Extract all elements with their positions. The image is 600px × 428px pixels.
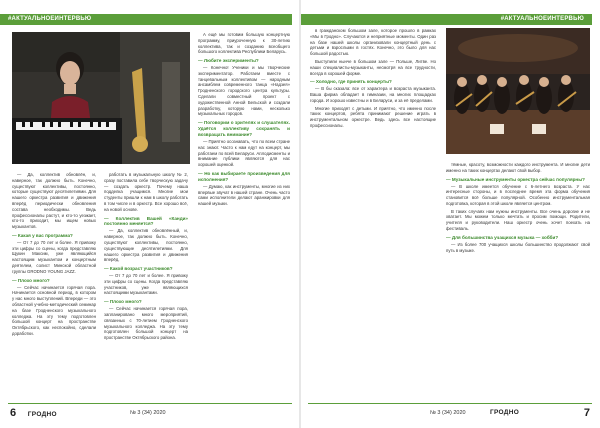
article-paragraph: А ещё мы готовим большую концертную программу, приуроченную к 30-летию коллектива, так и созданию всеобщего большого коллектива Республики Беларусь. <box>198 32 290 55</box>
article-paragraph: тёмные, красоту, возможности каждого инструмента. И многие дети именно на таких концертах делают свой выбор. <box>446 162 590 173</box>
article-paragraph: работать в музыкальную школу № 2, сразу поставила себе творческую задачу — создать оркестр. Почему наша подделка учащимся. Многие мои студенты пришли к нам в школу работать в том числе и в оркестр. Все хорошо всё, на новой основе. <box>104 172 188 212</box>
footer-right <box>310 406 590 420</box>
article-paragraph: — Да, коллектив обновлённый, и, наверное, так должно быть. Конечно, существуют коллективы, постоянно, существующие десятилетиями. Для нашего оркестра развития и движения вперёд. <box>104 228 188 263</box>
interview-question: — Плохо много? <box>12 277 50 283</box>
article-paragraph: — В бы сказала: все от характера и возраста музыканта. Ваша фирма обладает в гимназии, на многих площадках города. И хорошо известны и в Беларуси, и за её пределами. <box>310 86 436 103</box>
article-paragraph: В таких случаях нам нужны инструменты. Все очень дорогие и не хватает. Мы можем только мечтать и просим помощи. Родители, учителя и руководители. Наш оркестр очень хочет поехать на фестиваль. <box>446 208 590 232</box>
footer-rule <box>8 403 292 404</box>
photo-orchestra-concert <box>446 28 590 154</box>
section-header: #АКТУАЛЬНОЕИНТЕРВЬЮ <box>300 14 592 25</box>
photo-musician-piano <box>12 32 190 164</box>
footer-rule <box>308 403 592 404</box>
page-number: 6 <box>10 407 17 419</box>
section-header: #АКТУАЛЬНОЕИНТЕРВЬЮ <box>0 14 292 25</box>
article-column-2 <box>104 172 188 394</box>
article-paragraph: — Думаю, как инструменты, многие из них впервые звучат в нашей стране. Очень часто сами исполнители делают аранжировки для нашей музыки. <box>198 183 290 207</box>
photo-illustration <box>446 28 590 154</box>
article-paragraph: — Сейчас начинается горячая пора, запланировано много мероприятий, связанных с 70-летием Гродненского музыкального колледжа. На эту тему подготовлен большой концерт на пространстве Октябрьского района. <box>104 306 188 341</box>
article-column-5 <box>446 162 590 394</box>
footer-left <box>10 406 290 420</box>
article-paragraph: — Из более 700 учащихся школы большинство продолжают свой путь в музыке. <box>446 241 590 253</box>
article-paragraph: — От 7 до 70 лет и более. Я привожу эти цифры со сцены, когда представляю Щукин Максим, уже являющийся настоящим музыкантом и концертным деятелем, солист Минской областной группы GRODNO YOUNG JAZZ. <box>12 239 96 274</box>
interview-question: — Какой возраст участников? <box>104 266 173 272</box>
magazine-brand: ГРОДНО <box>490 409 520 416</box>
right-page <box>300 0 600 428</box>
interview-question: — Холодно, где принять концерты? <box>310 79 392 85</box>
interview-question: — Для большинства учащихся музыка — хобби? <box>446 234 559 240</box>
article-paragraph: Многие приходят с детьми. И приятно, что именно после таких концертов, ребята принимают решение играть в инструментальном оркестре. Ведь здесь все настоящие профессионалы. <box>310 105 436 129</box>
article-column-4 <box>310 28 436 394</box>
interview-question: — Поговорим о зрителях и слушателях. Удаётся коллективу сохранять и возвращать внимание? <box>198 120 290 138</box>
article-paragraph: — Да, коллектив обновлён, и, наверное, так должно быть. Конечно, существуют коллективы, постоянно, которые существуют десятилетиями. Для нашего оркестра развития и движения вперёд периодически обновления состава необходимы. Ведь профессионалы растут, и кто-то уезжает, кто-то приходит, мы ищем новых музыкантов. <box>12 172 96 230</box>
issue-number: № 3 (34) 2020 <box>130 410 166 416</box>
interview-question: — Любите эксперименты? <box>198 58 259 64</box>
page-spine <box>299 0 301 428</box>
interview-question: — Плохо много? <box>104 299 142 305</box>
interview-question: — Музыкальные инструменты оркестра сейчас популярны? <box>446 176 585 182</box>
article-column-3 <box>198 32 290 394</box>
article-paragraph: — В школе имеется обучение с 6-летнего возраста. У нас интересные стороны, и в последнее время эта форма обучения становится всё больше популярной. Особенно инструментальная подготовка, которая в этой школе является центром. <box>446 183 590 206</box>
article-paragraph: — Сейчас начинается горячая пора. Начинается основной период, в котором у нас много выступлений. Впереди — это областной учебно-методический семинар на базе Гродненского музыкального колледжа. На эту тему подготовлен большой концерт на пространстве Октябрьского, как неспокойно, сделали доработки. <box>12 284 96 336</box>
article-column-1 <box>12 172 96 394</box>
article-paragraph: Выступили нынче в большом зале — Польше, Литве. Но наши специалисты-музыканты, несмотря на все трудности, всегда в хорошей форме. <box>310 58 436 76</box>
interview-question: — Но как выбираете произведения для исполнения? <box>198 170 290 182</box>
interview-question: — Коллектив Вашей «Канди» постоянно меняется? <box>104 215 188 227</box>
article-paragraph: в гражданском большом зале, которое прошло в рамках «Мы в Гродно». Случаются и неприятные моменты. Один раз на базе нашей школы организовали концертный день с детьми и взрослыми в гостях. Конечно, это было для нас большой радостью. <box>310 28 436 57</box>
article-paragraph: — От 7 до 70 лет и более. Я привожу эти цифры со сцены. Когда представляю участников, уже являющихся настоящими музыкантами. <box>104 273 188 296</box>
photo-illustration <box>12 32 190 164</box>
article-paragraph: — Приятно осознавать, что по всем стране нас знают. Часто к нам едут на концерт, мы работаем по всей Беларуси. Аплодисменты и внимание публики являются для нас хорошей оценкой. <box>198 138 290 168</box>
issue-number: № 3 (34) 2020 <box>430 410 466 416</box>
page-number: 7 <box>583 407 590 419</box>
magazine-brand: ГРОДНО <box>27 411 57 418</box>
article-paragraph: — Конечно! Ученики и мы творческие экспериментатор. Работаем вместе с танцевальным коллективом — народным ансамблем современного танца «Надзея» Гродненского городского центра культуры. Сделали совместный проект с художественной Анной Бельской и создали разработку, которую нами, несколько музыкальных городов. <box>198 65 290 117</box>
interview-question: — Какая у вас программа? <box>12 232 73 238</box>
